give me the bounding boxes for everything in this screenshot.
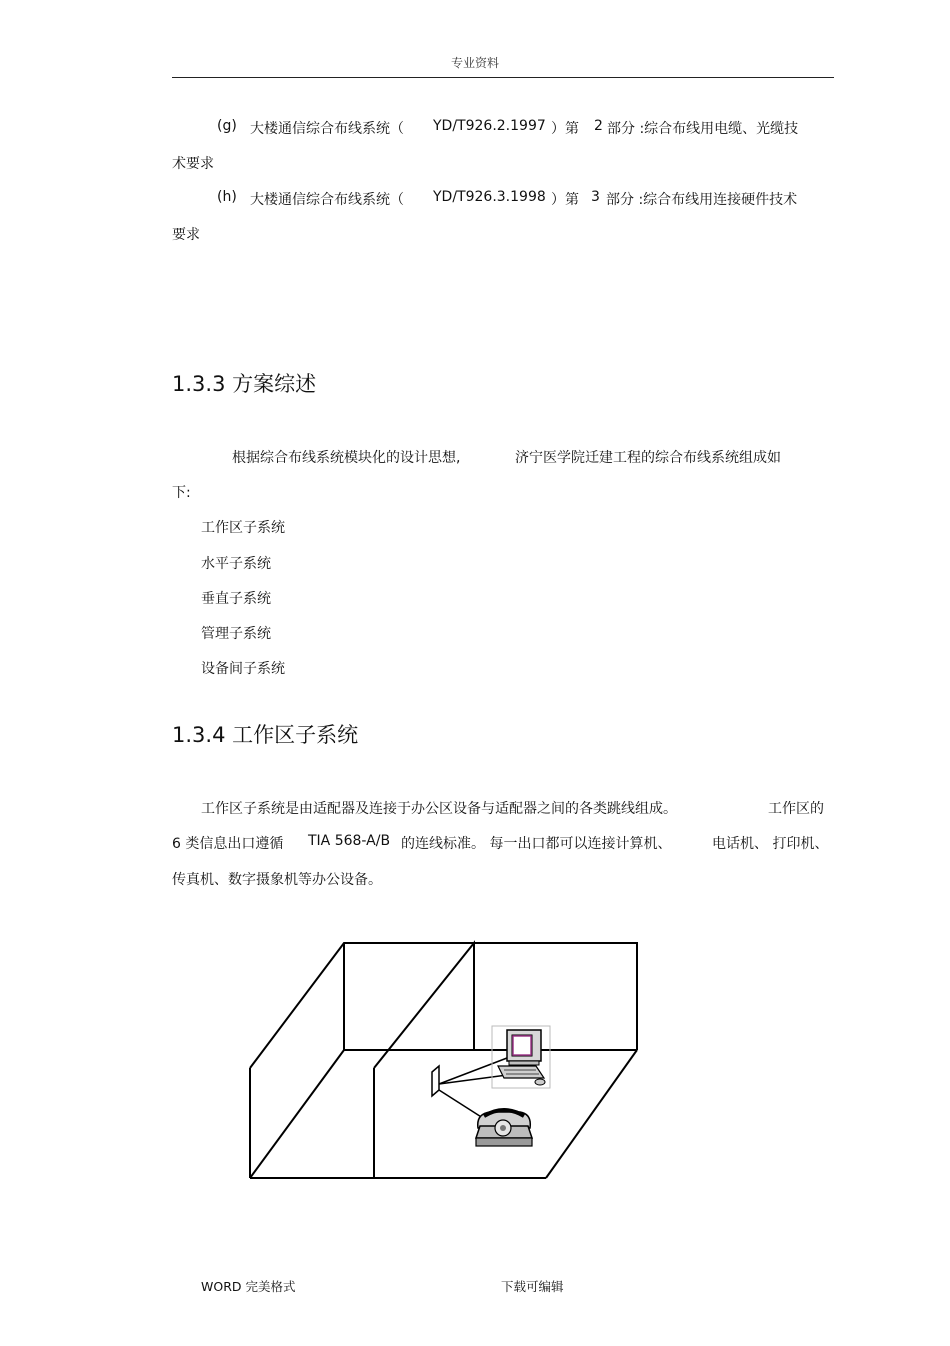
ref-g-part: 2 xyxy=(594,118,603,134)
body-line-2c: 的连线标准。 每一出口都可以连接计算机、 xyxy=(401,836,672,852)
ref-h-code: YD/T926.3.1998 xyxy=(433,189,546,205)
ref-g-name: 大楼通信综合布线系统（ xyxy=(250,121,404,137)
intro-part-b: 济宁医学院迁建工程的综合布线系统组成如 xyxy=(515,450,781,466)
ref-h-name: 大楼通信综合布线系统（ xyxy=(250,192,404,208)
intro-part-c: 下: xyxy=(172,485,191,501)
left-floor-diagonal xyxy=(250,1050,344,1178)
ref-g-continuation: 术要求 xyxy=(172,156,214,172)
ref-h-desc: 部分 :综合布线用连接硬件技术 xyxy=(606,192,798,208)
ref-h-label: (h) xyxy=(217,189,237,205)
footer-left: WORD 完美格式 xyxy=(201,1279,296,1294)
subsystem-item: 垂直子系统 xyxy=(201,591,271,607)
subsystem-item: 管理子系统 xyxy=(201,626,271,642)
subsystem-item: 设备间子系统 xyxy=(201,661,285,677)
ref-g-desc: 部分 :综合布线用电缆、光缆技 xyxy=(607,121,799,137)
subsystem-item: 工作区子系统 xyxy=(201,520,285,536)
ref-g-close: ）第 xyxy=(551,121,579,137)
computer-icon xyxy=(492,1026,550,1088)
ref-h-continuation: 要求 xyxy=(172,227,200,243)
ref-h-part: 3 xyxy=(591,189,600,205)
footer-right: 下载可编辑 xyxy=(501,1279,564,1294)
telephone-icon xyxy=(476,1110,532,1146)
information-outlet-icon xyxy=(432,1066,439,1096)
section-title-133: 1.3.3 方案综述 xyxy=(172,372,317,396)
body-line-2a: 6 类信息出口遵循 xyxy=(172,836,284,852)
ref-g-code: YD/T926.2.1997 xyxy=(433,118,546,134)
ref-g-label: (g) xyxy=(217,118,237,134)
body-line-2d: 电话机、 打印机、 xyxy=(712,836,829,852)
subsystem-item: 水平子系统 xyxy=(201,556,271,572)
body-line-1b: 工作区的 xyxy=(768,801,824,817)
body-line-1a: 工作区子系统是由适配器及连接于办公区设备与适配器之间的各类跳线组成。 xyxy=(201,801,677,817)
body-line-3: 传真机、数字摄象机等办公设备。 xyxy=(172,872,382,888)
intro-part-a: 根据综合布线系统模块化的设计思想, xyxy=(232,450,461,466)
ref-h-close: ）第 xyxy=(551,192,579,208)
floor-right-diagonal xyxy=(546,1050,637,1178)
page-header: 专业资料 xyxy=(450,56,499,70)
body-line-2b: TIA 568-A/B xyxy=(308,833,391,849)
cable-to-phone xyxy=(439,1090,486,1120)
section-title-134: 1.3.4 工作区子系统 xyxy=(172,723,359,747)
